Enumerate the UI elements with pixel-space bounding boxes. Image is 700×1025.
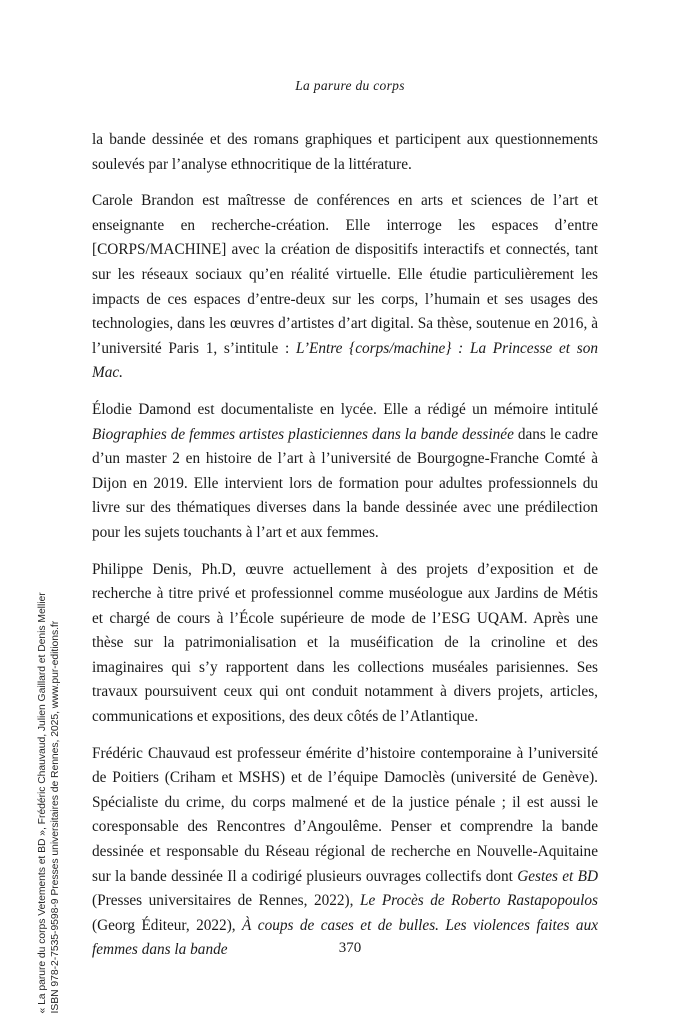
copyright-sidebar (0, 0, 62, 1025)
p-frederic-chauvaud-seg-2: (Presses universitaires de Rennes, 2022), (92, 892, 361, 910)
copyright-line-isbn: ISBN 978-2-7535-9598-9 Presses universitaires de Rennes, 2025, www.pur-editions.fr (50, 620, 61, 1013)
copyright-sidebar-rotated-text (0, 0, 62, 1025)
p-elodie-damond-seg-0: Élodie Damond est documentaliste en lycée. Elle a rédigé un mémoire intitulé (92, 400, 598, 418)
p-frederic-chauvaud-seg-5-title: À coups de cases et de bulles. Les violences faites aux femmes dans la bande (92, 916, 599, 959)
p-carole-brandon-seg-1-title: L’Entre {corps/machine} : La Princesse et son Mac. (92, 339, 598, 382)
p-philippe-denis (92, 558, 598, 730)
page-number: 370 (338, 940, 362, 956)
running-head: La parure du corps (295, 78, 405, 93)
p-carole-brandon (92, 189, 598, 386)
body-text-column (92, 128, 598, 963)
p-frederic-chauvaud (92, 742, 598, 963)
p-elodie-damond-seg-2: dans le cadre d’un master 2 en histoire de l’art à l’université de Bourgogne-Franche Comté à Dijon en 2019. Elle intervient lors de formation pour adultes professionnels du livre sur des thématiques diverses dans la bande dessinée avec une prédilection pour les sujets touchants à l’art et aux femmes. (92, 425, 598, 541)
p-frederic-chauvaud-seg-0: Frédéric Chauvaud est professeur émérite d’histoire contemporaine à l’université de Poitiers (Criham et MSHS) et de l’équipe Damoclès (université de Genève). Spécialiste du crime, du corps malmené et de la justice pénale ; il est aussi le coresponsable des Rencontres d’Angoulême. Penser et comprendre la bande dessinée et responsable du Réseau régional de recherche en Nouvelle-Aquitaine sur la bande dessinée Il a codirigé plusieurs ouvrages collectifs dont (92, 744, 598, 885)
p-continuation-seg-0: la bande dessinée et des romans graphiques et participent aux questionnements soulevés par l’analyse ethnocritique de la littérature. (92, 131, 598, 173)
p-elodie-damond-seg-1-title: Biographies de femmes artistes plasticiennes dans la bande dessinée (92, 425, 514, 443)
p-continuation (92, 128, 598, 177)
p-carole-brandon-seg-0: Carole Brandon est maîtresse de conférences en arts et sciences de l’art et enseignante en recherche-création. Elle interroge les espaces d’entre [CORPS/MACHINE] avec la création de dispositifs interactifs et connectés, tant sur les réseaux sociaux qu’en réalité virtuelle. Elle étudie particulièrement les impacts de ces espaces d’entre-deux sur les corps, l’humain et ses usages des technologies, dans les œuvres d’artistes d’art digital. Sa thèse, soutenue en 2016, à l’université Paris 1, s’intitule : (92, 192, 598, 357)
p-elodie-damond (92, 398, 598, 546)
copyright-line-title: « La parure du corps Vetements et BD », Frédéric Chauvaud, Julien Gaillard et Denis Mellier (37, 591, 48, 1013)
p-frederic-chauvaud-seg-3-title: Le Procès de Roberto Rastapopoulos (360, 892, 599, 910)
p-frederic-chauvaud-seg-4: (Georg Éditeur, 2022), (92, 916, 243, 934)
p-frederic-chauvaud-seg-1-title: Gestes et BD (517, 867, 598, 885)
p-philippe-denis-seg-0: Philippe Denis, Ph.D, œuvre actuellement à des projets d’exposition et de recherche à titre privé et professionnel comme muséologue aux Jardins de Métis et chargé de cours à l’École supérieure de mode de l’ESG UQAM. Après une thèse sur la patrimonialisation et la muséification de la crinoline et des imaginaires qui s’y rapportent dans les collections muséales parisiennes. Ses travaux poursuivent ceux qui ont conduit notamment à divers projets, articles, communications et expositions, des deux côtés de l’Atlantique. (92, 560, 598, 726)
